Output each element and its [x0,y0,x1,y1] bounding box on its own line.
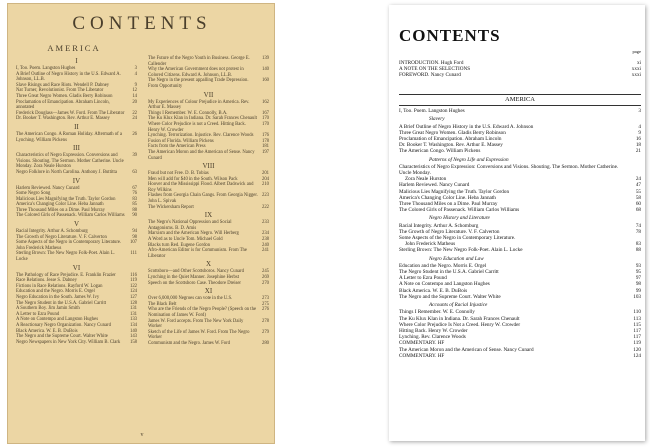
entry-title: The Future of the Negro Youth in Business. George E. Callender [148,56,250,67]
entry-title: America's Changing Color Line. Heba Jannath [399,194,496,201]
entry-title: Sketch of the Life of James W. Ford. From The Negro Worker [148,329,250,341]
entry-page: 241 [261,248,269,254]
entry-title: The Negro in the present appalling Trade Depression. From Opportunity [148,78,249,89]
entry-title: Sterling Brown: The New Negro Folk-Poet. Alain L. Locke [16,251,115,263]
page-column-label: page [632,49,641,54]
left-column-2 [148,56,269,347]
entry-title: The Growth of Negro Literature. V. F. Calverton [399,228,500,235]
entry-page: 116 [130,272,137,278]
entry-title: Dr. Booker T. Washington. Rev. Arthur E. Massey [16,116,110,122]
section-heading: Negro Education and Law [429,255,484,262]
entry-title: Frederick Douglass—James W. Ford. From The Liberator [16,110,125,116]
entry-title: Things I Remember. W. E. Connolly, B.A. [148,110,228,116]
entry-page: 21 [635,148,641,155]
toc-entry [148,150,269,161]
entry-page: 233 [261,220,269,226]
section-heading: Slavery [429,116,445,123]
entry-page: 178 [261,138,269,144]
entry-page: 58 [635,194,641,201]
entry-title: Negro Newspapers in New York City. William B. Clark [16,339,121,345]
entry-page: 20 [132,99,137,105]
left-column-1 [16,56,137,345]
entry-page: 128 [129,300,137,306]
entry-page: 119 [130,278,137,284]
entry-title: Who are the Friends of the Negro People? (Speech on the Nomination of James W. Ford) [148,307,257,318]
america-heading: AMERICA [505,96,535,103]
entry-page: 18 [635,142,641,149]
entry-page: 88 [132,207,137,213]
entry-page: 140 [129,328,137,334]
entry-title: Men will add for $40 in the South. Wilson Pack [148,176,238,182]
entry-page: 204 [261,176,269,182]
entry-page: 67 [132,185,137,191]
entry-page: xxxi [631,66,641,73]
entry-title: James W. Ford accepts. From The New York Daily Worker [148,318,244,330]
toc-entry [148,307,269,318]
entry-page: 127 [129,295,137,300]
entry-title: A Brief Outline of Negro History in the U.S. Edward A. Johnson [399,123,534,130]
entry-title: The American Congo. William Pickens [399,148,481,155]
america-list [399,93,641,359]
entry-title: Lynching. Terrorization. Injustice. Rev. Clarence Woods [148,133,254,139]
entry-title: I, Too. Poem. Langston Hughes [399,108,465,115]
entry-title: Facts from the American Press [148,144,206,150]
entry-page: 88 [635,247,641,254]
entry-title: Some Aspects of the Negro in Contemporary Literature. [399,235,516,242]
entry-title: Black America. W. E. B. DuBois [16,328,78,334]
entry-title: A Note on Contempo and Langston Hughes [399,281,490,288]
entry-title: The Negro and the Supreme Court. Walter White [16,334,108,340]
entry-page: 245 [261,269,269,275]
toc-entry [148,281,269,287]
entry-title: Race Relations. Jesse S. Dabney [16,278,77,284]
entry-page: 83 [132,196,137,202]
entry-page: 122 [129,283,137,289]
section-heading: Accounts of Racial Injustice [429,302,488,309]
entry-title: Communism and the Negro. James W. Ford [148,340,231,346]
toc-entry [16,240,137,251]
entry-page: xi [636,60,641,66]
entry-page: 78 [635,228,641,235]
entry-page: 90 [132,213,137,219]
entry-page: 197 [261,149,269,155]
entry-page: 234 [261,231,269,237]
entry-title: Nat Turner, Revolutionist. From The Liberator [16,88,104,94]
entry-page: 162 [261,99,269,105]
entry-page: 278 [261,318,269,324]
divider [399,105,641,106]
toc-entry [148,248,269,259]
entry-title: Why the American Government does not protest in Colored Citizens. Edward A. Johnson, LL.B. [148,67,244,78]
front-matter-list [399,60,641,79]
entry-page: 63 [132,169,137,175]
entry-title: COMMENTARY. HF [399,352,445,359]
toc-entry [16,340,137,346]
divider [399,94,641,95]
entry-title: Some Negro Song [16,191,51,197]
toc-entry [16,213,137,219]
entry-page: 240 [261,242,269,248]
entry-page: 113 [633,315,641,322]
section-heading: Patterns of Negro Life and Expression [429,156,509,163]
toc-entry [148,182,269,193]
toc-entry [399,294,641,300]
entry-page: 275 [261,301,269,307]
entry-title: A Letter to Ezra Pound [399,275,447,282]
entry-title: I, Too. Poem. Langston Hughes [16,66,76,71]
section-numeral: V [73,220,80,229]
right-page-title: CONTENTS [399,26,501,45]
entry-title: Harlem Reviewed. Nancy Cunard [16,185,80,191]
entry-page: 124 [129,289,137,295]
entry-title: The Negro Student in the U.S.A. Gabriel Carritt [16,300,107,306]
entry-page: 24 [132,116,137,122]
section-heading: Negro History and Literature [429,215,490,222]
entry-title: Proclamation of Emancipation. Abraham Lincoln, annotated [16,99,110,111]
entry-page: 143 [129,334,137,340]
entry-title: Malicious Lies Magnifying the Truth. Taylor Gordon [16,196,116,202]
entry-title: Characteristics of Negro Expression: Conversions and Visions. Shouting. The Sermon. Mother Catherine. Uncle Monday. [399,163,619,177]
entry-page: 111 [130,251,137,257]
entry-page: 210 [261,182,269,188]
entry-page: 22 [132,110,137,116]
toc-entry [16,153,137,170]
entry-title: John Frederick Matheus [405,241,456,248]
entry-page: 115 [633,321,641,328]
entry-title: Racial Integrity. Arthur A. Schomburg [16,229,88,235]
toc-entry [148,193,269,204]
toc-entry [148,205,269,211]
entry-title: Lynching. Rev. Clarence Woods [399,334,466,341]
entry-page: 16 [635,136,641,143]
toc-entry [148,56,269,67]
toc-entry [399,108,641,114]
toc-entry [16,132,137,143]
entry-page: 85 [132,202,137,208]
toc-entry [399,353,641,359]
entry-page: 60 [635,201,641,208]
entry-title: Racial Integrity. Arthur A. Schomburg [399,222,479,229]
entry-title: Three Great Negro Women. Gladis Berry Robinson [16,93,113,99]
entry-title: America's Changing Color Line. Heba Jannath [16,202,104,208]
entry-title: Hoover and the Mississippi Flood. Albert Dadswick and Roy Wilkins [148,182,254,193]
entry-title: The Ku Klux Klan in Indiana. Dr. Sarah Frances Chenault [399,315,520,322]
entry-page: 94 [132,229,137,235]
entry-title: Sterling Brown: The New Negro Folk-Poet. Alain L. Locke [399,247,523,254]
toc-entry [399,148,641,154]
entry-page: 3 [638,108,641,115]
toc-entry [148,220,269,231]
entry-title: Fictions in Race Relations. Rayford W. Logan [16,283,103,289]
entry-title: Harlem Reviewed. Nancy Cunard [399,182,470,189]
section-numeral: IV [72,176,81,185]
entry-title: A Note on Contempo and Langston Hughes [16,317,99,323]
entry-title: Education and the Negro. Morris E. Orgel [399,262,487,269]
toc-entry [16,170,137,176]
toc-entry [148,78,269,89]
entry-page: 68 [635,207,641,214]
entry-page: 222 [261,204,269,210]
entry-title: The Wickersham Report [148,204,194,210]
entry-title: Proclamation of Emancipation. Abraham Lincoln [399,136,502,143]
entry-title: The Negro and the Supreme Court. Walter White [399,293,501,300]
entry-page: 167 [261,110,269,116]
entry-title: The Pathology of Race Prejudice. E. Franklin Frazier [16,272,116,278]
section-numeral: VII [203,90,214,99]
entry-title: Where Color Prejudice is not a Creed. Hitting Back. Henry W. Crowder [148,121,246,133]
entry-page: 4 [134,71,137,77]
entry-title: Malicious Lies Magnifying the Truth. Taylor Gordon [399,188,510,195]
entry-title: INTRODUCTION. Hugh Ford [399,60,464,66]
entry-title: Three Thousand Miles on a Dime. Paul Murray [399,201,498,208]
entry-page: 170 [261,116,269,122]
entry-title: Hitting Back. Henry W. Crowder [399,327,468,334]
left-page-title: CONTENTS [72,13,212,34]
entry-title: A Word as to Uncle Tom. Michael Gold [148,237,223,243]
entry-page: 124 [633,352,641,359]
entry-page: 14 [132,93,137,99]
entry-title: The Colored Girls of Passenack. William Carlos Williams [399,207,520,214]
entry-title: Education and the Negro. Morris E. Orgel [16,289,95,295]
toc-entry [148,100,269,111]
entry-title: The American Moron and the American of Sense. Nancy Cunard [399,346,534,353]
entry-page: 280 [261,340,269,346]
entry-page: 269 [261,275,269,280]
entry-title: Where Color Prejudice Is Not a Creed. Henry W. Crowder [399,321,521,328]
entry-page: 3 [134,66,137,71]
entry-page: 273 [261,296,269,302]
entry-title: The Growth of Negro Literature. V. F. Calverton [16,234,107,240]
entry-title: A Reactionary Negro Organization. Nancy Cunard [16,322,111,328]
section-numeral: II [74,122,79,131]
entry-title: The Negro Student in the U.S.A. Gabriel Carritt [399,269,499,276]
entry-page: 26 [132,131,137,137]
toc-entry [16,116,137,122]
entry-page: 117 [633,327,641,334]
toc-entry [399,207,641,213]
entry-page: 98 [132,234,137,240]
entry-title: Negro Education in the South. James W. Ivy [16,295,100,300]
entry-title: The Colored Girls of Passenack. William Carlos Williams [16,213,125,219]
entry-page: 223 [261,193,269,199]
toc-entry [16,251,137,262]
right-book-page [389,5,645,441]
entry-page: 276 [261,307,269,313]
entry-page: 103 [633,293,641,300]
entry-title: Negro Folklore in North Carolina. Anthony J. Buttitta [16,169,117,175]
section-numeral: X [205,260,212,269]
entry-page: 55 [635,188,641,195]
entry-page: 117 [633,334,641,341]
entry-page: 9 [134,82,137,88]
entry-title: Three Thousand Miles on a Dime. Paul Murray [16,207,105,213]
entry-page: 110 [633,309,641,316]
entry-page: 176 [261,133,269,139]
entry-title: The American Congo. A Roman Holiday. Aftermath of a Lynching. William Pickens [16,131,122,143]
entry-title: A Brief Outline of Negro History in the U.S. Edward A. Johnson, LL.B. [16,71,121,83]
entry-page: 83 [635,241,641,248]
entry-title: FOREWORD. Nancy Cunard [399,72,461,79]
entry-title: Scottsboro—and Other Scottsboros. Nancy Cunard [148,269,244,275]
entry-title: Zora Neale Hurston [405,176,447,183]
entry-page: 238 [261,237,269,243]
section-numeral: IX [204,211,213,220]
section-numeral: III [73,144,80,153]
entry-page: 107 [129,240,137,246]
entry-title: Flashes from Georgia Chain Gangs. From Georgia Nigger. John L. Spivak [148,193,258,205]
toc-entry [16,72,137,83]
entry-page: 95 [635,269,641,276]
entry-title: The Ku Klux Klan in Indiana. Dr. Sarah Frances Chenault [148,116,257,122]
entry-title: Black America. W. E. B. DuBois [399,287,468,294]
entry-title: Things I Remember. W. E. Connolly [399,309,475,316]
entry-title: Dr. Booker T. Washington. Rev. Arthur E. Massey [399,142,503,149]
entry-title: My Experiences of Colour Prejudice in America. Rev. Arthur E. Massey [148,99,250,111]
entry-title: Some Aspects of the Negro in Contemporary Literature. John Frederick Matheus [16,240,122,251]
entry-page: 131 [129,311,137,317]
entry-page: 181 [261,144,269,150]
entry-page: 93 [635,262,641,269]
toc-entry [16,100,137,111]
entry-title: Blacks turn Red. Eugene Gordon [148,242,211,248]
entry-title: Marxism and the American Negro. Will Herberg [148,231,239,237]
entry-page: 158 [129,339,137,345]
entry-title: The American Moron and the American of Sense. Nancy Cunard [148,149,255,161]
entry-title: Characteristics of Negro Expression. Conversions and Visions. Shouting. The Sermon. Mother Catherine. Uncle Monday. Zora Neale Hurston [16,153,124,170]
entry-title: Over 6,000,000 Negroes can vote in the U.S. [148,296,233,302]
left-book-page [7,3,275,444]
front-matter-entry [399,72,641,78]
section-numeral: VI [72,263,81,272]
entry-title: Three Great Negro Women. Gladis Berry Robinson [399,129,506,136]
entry-page: 4 [638,123,641,130]
entry-title: The Black Belt [148,301,177,307]
toc-entry [148,319,269,330]
entry-title: A Letter to Ezra Pound [16,311,60,317]
section-numeral: XI [204,287,213,296]
entry-page: 131 [129,306,137,312]
entry-page: 160 [261,78,269,84]
entry-page: 98 [635,281,641,288]
entry-title: COMMENTARY. HF [399,340,445,347]
section-numeral: I [75,57,78,65]
entry-page: 39 [132,153,137,159]
toc-entry [148,122,269,133]
entry-page: 9 [638,129,641,136]
entry-page: 76 [132,191,137,197]
entry-page: 12 [132,88,137,94]
entry-title: Slave Risings and Race Riots. Wendell P. Dabney [16,82,110,88]
entry-page: 133 [129,317,137,323]
entry-title: The Negro's National Oppression and Social Antagonisms. B. D. Amis [148,220,232,231]
entry-page: 134 [129,322,137,328]
entry-page: xxxi [631,72,641,79]
entry-title: A NOTE ON THE SELECTIONS [399,66,471,73]
entry-page: 270 [261,280,269,286]
entry-page: 24 [635,176,641,183]
toc-entry [399,164,641,176]
entry-title: Afro-American Editor is for Communism. From The Liberator [148,248,247,259]
section-numeral: VIII [202,162,215,171]
entry-page: 74 [635,222,641,229]
entry-page: 120 [633,346,641,353]
entry-title: A Southern Boy. Jim Jamin Smith [16,306,80,312]
left-page-number: v [140,432,144,438]
entry-title: Fusion of Florida. William Pickens [148,138,214,144]
entry-page: 140 [261,67,269,73]
entry-page: 119 [633,340,641,347]
entry-title: Fraud but not Free. D. B. Tobias [148,171,209,177]
entry-page: 99 [635,287,641,294]
toc-entry [148,67,269,78]
left-page-subtitle: AMERICA [47,43,101,53]
toc-entry [148,330,269,341]
entry-page: 47 [635,182,641,189]
entry-page: 279 [261,329,269,335]
entry-page: 97 [635,275,641,282]
entry-page: 139 [261,56,269,61]
toc-entry [148,341,269,347]
entry-page: 170 [261,121,269,127]
toc-entry [399,247,641,253]
entry-page: 201 [261,171,269,177]
entry-title: Speech on the Scottsboro Case. Theodore Dreiser [148,280,241,286]
entry-title: Lynching in the Quiet Manner. Josephine Herbst [148,275,239,280]
